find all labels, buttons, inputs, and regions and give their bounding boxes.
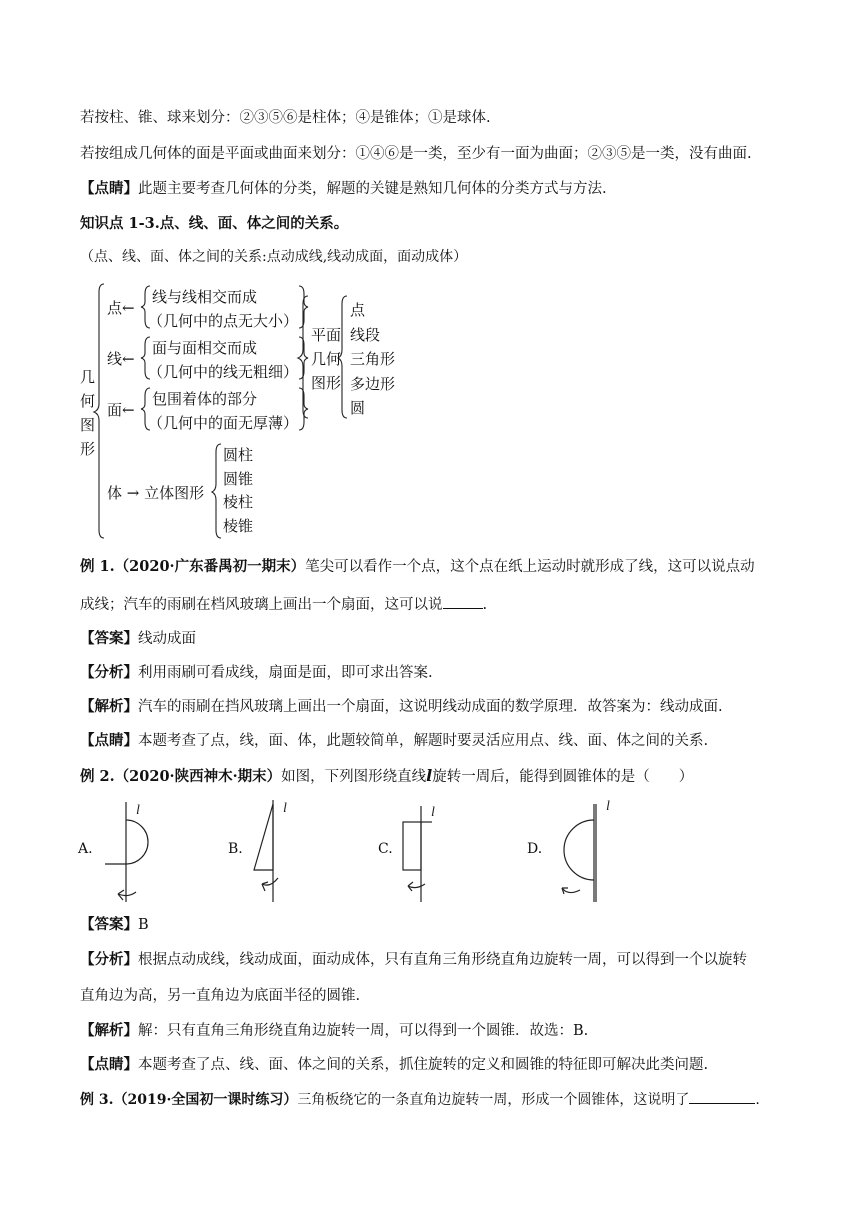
answer-text: B bbox=[138, 917, 149, 933]
question-text: 如图，下列图形绕直线 bbox=[281, 769, 427, 785]
note-text: 本题考查了点、线、面、体之间的关系，抓住旋转的定义和圆锥的特征即可解决此类问题. bbox=[138, 1057, 709, 1073]
option-d-label: D. bbox=[527, 841, 543, 857]
label: 点 bbox=[107, 299, 123, 317]
axis-label-d: l bbox=[606, 799, 610, 814]
option-c-label: C. bbox=[378, 841, 393, 857]
root-char: 何 bbox=[80, 392, 96, 410]
plane-item: 多边形 bbox=[350, 374, 396, 393]
example-1-answer bbox=[80, 629, 196, 649]
option-figures bbox=[0, 792, 860, 912]
option-a-label: A. bbox=[78, 841, 93, 857]
plane-items bbox=[350, 298, 395, 421]
punct: . bbox=[482, 597, 488, 613]
example-2-answer bbox=[80, 915, 149, 935]
question-text: 三角板绕它的一条直角边旋转一周，形成一个圆锥体，这说明了 bbox=[297, 1092, 690, 1108]
answer-blank bbox=[689, 1089, 755, 1104]
note-text: 此题主要考查几何体的分类，解题的关键是熟知几何体的分类方式与方法. bbox=[138, 181, 607, 197]
plane-title bbox=[311, 323, 341, 395]
answer-text: 线动成面 bbox=[138, 631, 196, 647]
face-desc1: 包围着体的部分 bbox=[152, 390, 258, 408]
axis-label-c: l bbox=[431, 805, 435, 820]
question-text: 成线；汽车的雨刷在档风玻璃上画出一个扇面，这可以说 bbox=[80, 597, 443, 613]
example-2-analysis bbox=[80, 950, 747, 970]
node-body bbox=[107, 482, 204, 503]
text-line: 若按组成几何体的面是平面或曲面来划分：①④⑥是一类，至少有一面为曲面；②③⑤是一类，没有曲面. bbox=[80, 146, 752, 162]
plane-title-part: 平面 bbox=[311, 326, 342, 344]
example-3-question bbox=[80, 1089, 760, 1110]
question-text: 笔尖可以看作一个点，这个点在纸上运动时就形成了线，这可以说点动 bbox=[305, 559, 755, 575]
example-1-question-cont bbox=[80, 594, 487, 615]
option-a-figure bbox=[105, 802, 148, 902]
question-text: 旋转一周后，能得到圆锥体的是（ ） bbox=[432, 769, 694, 785]
plane-item: 线段 bbox=[350, 325, 381, 344]
point-desc1: 线与线相交而成 bbox=[152, 288, 258, 306]
solution-text: 汽车的雨刷在挡风玻璃上画出一个扇面，这说明线动成面的数学原理．故答案为：线动成面. bbox=[138, 699, 723, 715]
analysis-text: 根据点动成线，线动成面，面动成体，只有直角三角形绕直角边旋转一周，可以得到一个以旋转 bbox=[138, 952, 747, 968]
tag: 【点睛】 bbox=[80, 732, 138, 749]
tag: 【答案】 bbox=[80, 916, 138, 933]
example-heading: 例 1.（2020·广东番禺初一期末） bbox=[80, 558, 306, 575]
option-c-figure bbox=[403, 806, 432, 902]
node-line bbox=[107, 348, 135, 369]
example-2-question bbox=[80, 766, 693, 787]
solid-items bbox=[223, 444, 253, 538]
plane-title-part: 图形 bbox=[311, 374, 342, 392]
solid-item: 棱锥 bbox=[223, 516, 254, 535]
relation-summary: （点、线、面、体之间的关系:点动成线,线动成面，面动成体） bbox=[80, 249, 468, 265]
plane-item: 点 bbox=[350, 301, 366, 319]
root-char: 图 bbox=[80, 416, 96, 434]
arrow-right-icon: → bbox=[126, 484, 140, 502]
note-text: 本题考查了点，线，面、体，此题较简单，解题时要灵活应用点、线、面、体之间的关系. bbox=[138, 733, 709, 749]
example-heading: 例 2.（2020·陕西神木·期末） bbox=[80, 768, 282, 785]
option-b-figure bbox=[254, 800, 278, 902]
example-1-question bbox=[80, 557, 755, 577]
solid-item: 棱柱 bbox=[223, 493, 254, 511]
label: 线 bbox=[107, 350, 123, 368]
arrow-left-icon: ← bbox=[122, 350, 135, 368]
tag: 【分析】 bbox=[80, 664, 138, 681]
punct: . bbox=[755, 1092, 760, 1108]
section-heading: 知识点 1-3.点、线、面、体之间的关系。 bbox=[80, 215, 349, 232]
line-desc2: （几何中的线无粗细） bbox=[148, 363, 299, 381]
example-2-note bbox=[80, 1055, 708, 1075]
example-2-solution bbox=[80, 1021, 588, 1041]
tag: 【点睛】 bbox=[80, 1056, 138, 1073]
node-face bbox=[107, 399, 135, 420]
axis-label-b: l bbox=[283, 801, 287, 816]
answer-blank bbox=[443, 594, 483, 609]
option-d-figure bbox=[562, 804, 596, 902]
solid-item: 圆柱 bbox=[223, 446, 254, 464]
example-2-analysis-cont: 直角边为高，另一直角边为底面半径的圆锥. bbox=[80, 988, 361, 1004]
solution-text: 解：只有直角三角形绕直角边旋转一周，可以得到一个圆锥．故选：B. bbox=[138, 1023, 589, 1039]
tree-braces bbox=[0, 0, 860, 560]
label: 体 bbox=[107, 484, 123, 502]
point-desc2: （几何中的点无大小） bbox=[148, 312, 299, 330]
tag: 【分析】 bbox=[80, 951, 138, 968]
plane-item: 三角形 bbox=[350, 350, 396, 368]
node-point bbox=[107, 297, 135, 318]
example-1-analysis bbox=[80, 663, 433, 683]
arrow-left-icon: ← bbox=[122, 299, 135, 317]
body-desc: 立体图形 bbox=[144, 484, 205, 502]
label: 面 bbox=[107, 401, 123, 419]
option-b-label: B. bbox=[228, 841, 243, 857]
axis-variable: l bbox=[426, 766, 433, 785]
example-1-note bbox=[80, 731, 708, 751]
tag: 【答案】 bbox=[80, 630, 138, 647]
arrow-left-icon: ← bbox=[122, 401, 135, 419]
tag: 【点睛】 bbox=[80, 180, 138, 197]
root-char: 形 bbox=[80, 440, 96, 458]
tag: 【解析】 bbox=[80, 698, 138, 715]
axis-label-a: l bbox=[136, 803, 140, 818]
analysis-text: 利用雨刷可看成线，扇面是面，即可求出答案. bbox=[138, 665, 433, 681]
face-desc2: （几何中的面无厚薄） bbox=[148, 414, 299, 432]
plane-title-part: 几何 bbox=[311, 350, 342, 368]
line-desc1: 面与面相交而成 bbox=[152, 339, 258, 357]
solid-item: 圆锥 bbox=[223, 469, 254, 488]
tag: 【解析】 bbox=[80, 1022, 138, 1039]
example-1-solution bbox=[80, 697, 723, 717]
example-heading: 例 3.（2019·全国初一课时练习） bbox=[80, 1092, 298, 1108]
root-char: 几 bbox=[80, 368, 96, 386]
plane-item: 圆 bbox=[350, 399, 366, 417]
text-line: 若按柱、锥、球来划分：②③⑤⑥是柱体；④是锥体；①是球体. bbox=[80, 110, 491, 126]
